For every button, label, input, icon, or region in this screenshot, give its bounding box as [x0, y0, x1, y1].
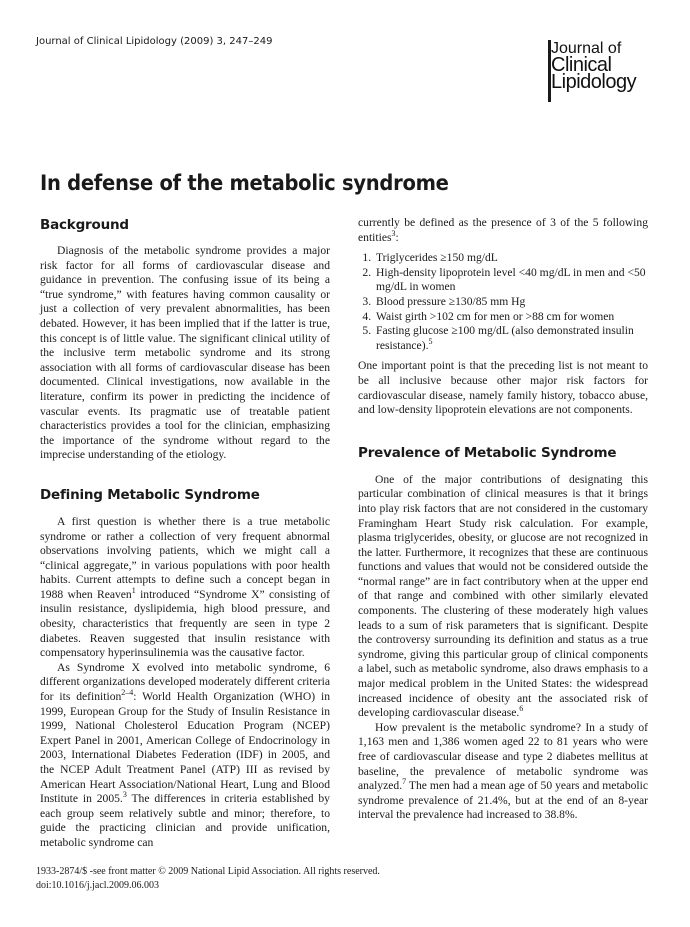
prevalence-paragraph-1: One of the major contributions of designating this particular combination of clinical measures is that it brings into play risk factors that are not considered in the customary Framingham Heart Study risk calculation. For example, plasma triglycerides, obesity, or glucose are not recognized in the latter. Furthermore, it recognizes that these are continuous functions and values that would not be considered outside the “normal range” are in fact contributory when at the upper end of that range and combined with other similarly elevated components. The clustering of these moderately high values leads to a sum of risk parameters that is significant. Despite the controversy surrounding its definition and status as a true syndrome, giving this particular group of clinical components a label, such as metabolic syndrome, also draws emphasis to a major medical problem in the United States: the widespread increased incidence of obesity ant the associated risk of developing cardiovascular disease.$^6$ — [358, 472, 648, 720]
page-footer — [36, 865, 380, 892]
citation-ref[interactable]: 1 — [131, 586, 136, 596]
logo-line-2: Clinical — [551, 54, 612, 76]
right-column — [358, 216, 648, 823]
citation-ref[interactable]: 3 — [122, 790, 127, 800]
doi-line[interactable]: doi:10.1016/j.jacl.2009.06.003 — [36, 879, 160, 891]
copyright-line: 1933-2874/$ -see front matter © 2009 National Lipid Association. All rights reserved. — [36, 866, 380, 877]
background-paragraph: Diagnosis of the metabolic syndrome provides a major risk factor for all forms of cardiovascular disease and guidance in prevention. The confusing issue of its being a “true syndrome,” with features having common causality or just a collection of very prevalent abnormalities, has been debated. However, it has been implied that if the latter is true, this concept is of little value. The significant clinical utility of the inclusive term metabolic syndrome and its strong association with all forms of cardiovascular disease has been documented. Clinical investigations, now available in the literature, confirm its power in predicting the incidence of vascular events. Its pragmatic use of treatable patient characteristics provides a tool for the clinician, emphasizing the importance of the syndrome without regard to the imprecise understanding of the etiology. — [40, 244, 330, 462]
defining-heading: Defining Metabolic Syndrome — [40, 486, 260, 503]
citation-ref[interactable]: 3 — [391, 228, 396, 238]
criteria-note-paragraph: One important point is that the preceding list is not meant to be all inclusive because other major risk factors for cardiovascular disease, namely family history, tobacco abuse, and low-density lipoprotein elevations are not components. — [358, 359, 648, 417]
defining-paragraph-1: A first question is whether there is a true metabolic syndrome or rather a collection of very frequent abnormal observations involving patients, which we might call a “clinical aggregate,” in various populations with poor health habits. Current attempts to define such a concept began in 1988 when Reaven$^1$ introduced “Syndrome X” consisting of insulin resistance, dyslipidemia, high blood pressure, and obesity, characteristics that frequently are seen in type 2 diabetes. Reaven suggested that insulin resistance with compensatory hyperinsulinemia was the causative factor. — [40, 514, 330, 660]
citation-ref[interactable]: 6 — [519, 704, 524, 714]
left-column — [40, 216, 330, 851]
citation-ref[interactable]: 7 — [402, 777, 407, 787]
article-title: In defense of the metabolic syndrome — [40, 171, 449, 195]
logo-line-3: Lipidology — [551, 71, 637, 93]
logo-line-1: Journal of — [551, 40, 622, 57]
citation-ref[interactable]: 5 — [428, 336, 433, 346]
citation-ref[interactable]: 2–4 — [121, 688, 134, 698]
prevalence-heading: Prevalence of Metabolic Syndrome — [358, 444, 617, 461]
criteria-item: 2. High-density lipoprotein level <40 mg/dL in men and <50 mg/dL in women — [374, 266, 648, 295]
criteria-item: 3. Blood pressure ≥130/85 mm Hg — [374, 295, 648, 310]
criteria-item: 5. Fasting glucose ≥100 mg/dL (also demonstrated insulin resistance).$^5$ — [374, 324, 648, 353]
journal-citation: Journal of Clinical Lipidology (2009) 3, 247–249 — [36, 36, 273, 47]
defining-paragraph-2: As Syndrome X evolved into metabolic syndrome, 6 different organizations developed moderately different criteria for its definition$^{2-4}$: World Health Organization (WHO) in 1999, European Group for the Study of Insulin Resistance in 1999, National Cholesterol Education Program (NCEP) Expert Panel in 2001, American College of Endocrinology in 2003, International Diabetes Federation (IDF) in 2005, and the NCEP Adult Treatment Panel (ATP) III as revised by American Heart Association/National Heart, Lung and Blood Institute in 2005.$^3$ The differences in criteria established by each group seem relatively subtle and minor; therefore, to guide the practicing clinician and provide unification, metabolic syndrome can — [40, 660, 330, 849]
prevalence-paragraph-2: How prevalent is the metabolic syndrome? In a study of 1,163 men and 1,386 women aged 22 to 81 years who were free of cardiovascular disease and type 2 diabetes mellitus at baseline, the prevalence of metabolic syndrome was analyzed.$^7$ The men had a mean age of 50 years and metabolic syndrome prevalence of 21.4%, but at the end of an 8-year interval the prevalence had increased to 38.8%. — [358, 720, 648, 822]
criteria-item: 1. Triglycerides ≥150 mg/dL — [374, 251, 648, 266]
journal-logo — [551, 40, 651, 91]
criteria-item: 4. Waist girth >102 cm for men or >88 cm for women — [374, 310, 648, 325]
criteria-list — [358, 251, 648, 353]
criteria-intro: currently be defined as the presence of 3 of the 5 following entities$^3$: — [358, 216, 648, 244]
background-heading: Background — [40, 217, 129, 233]
